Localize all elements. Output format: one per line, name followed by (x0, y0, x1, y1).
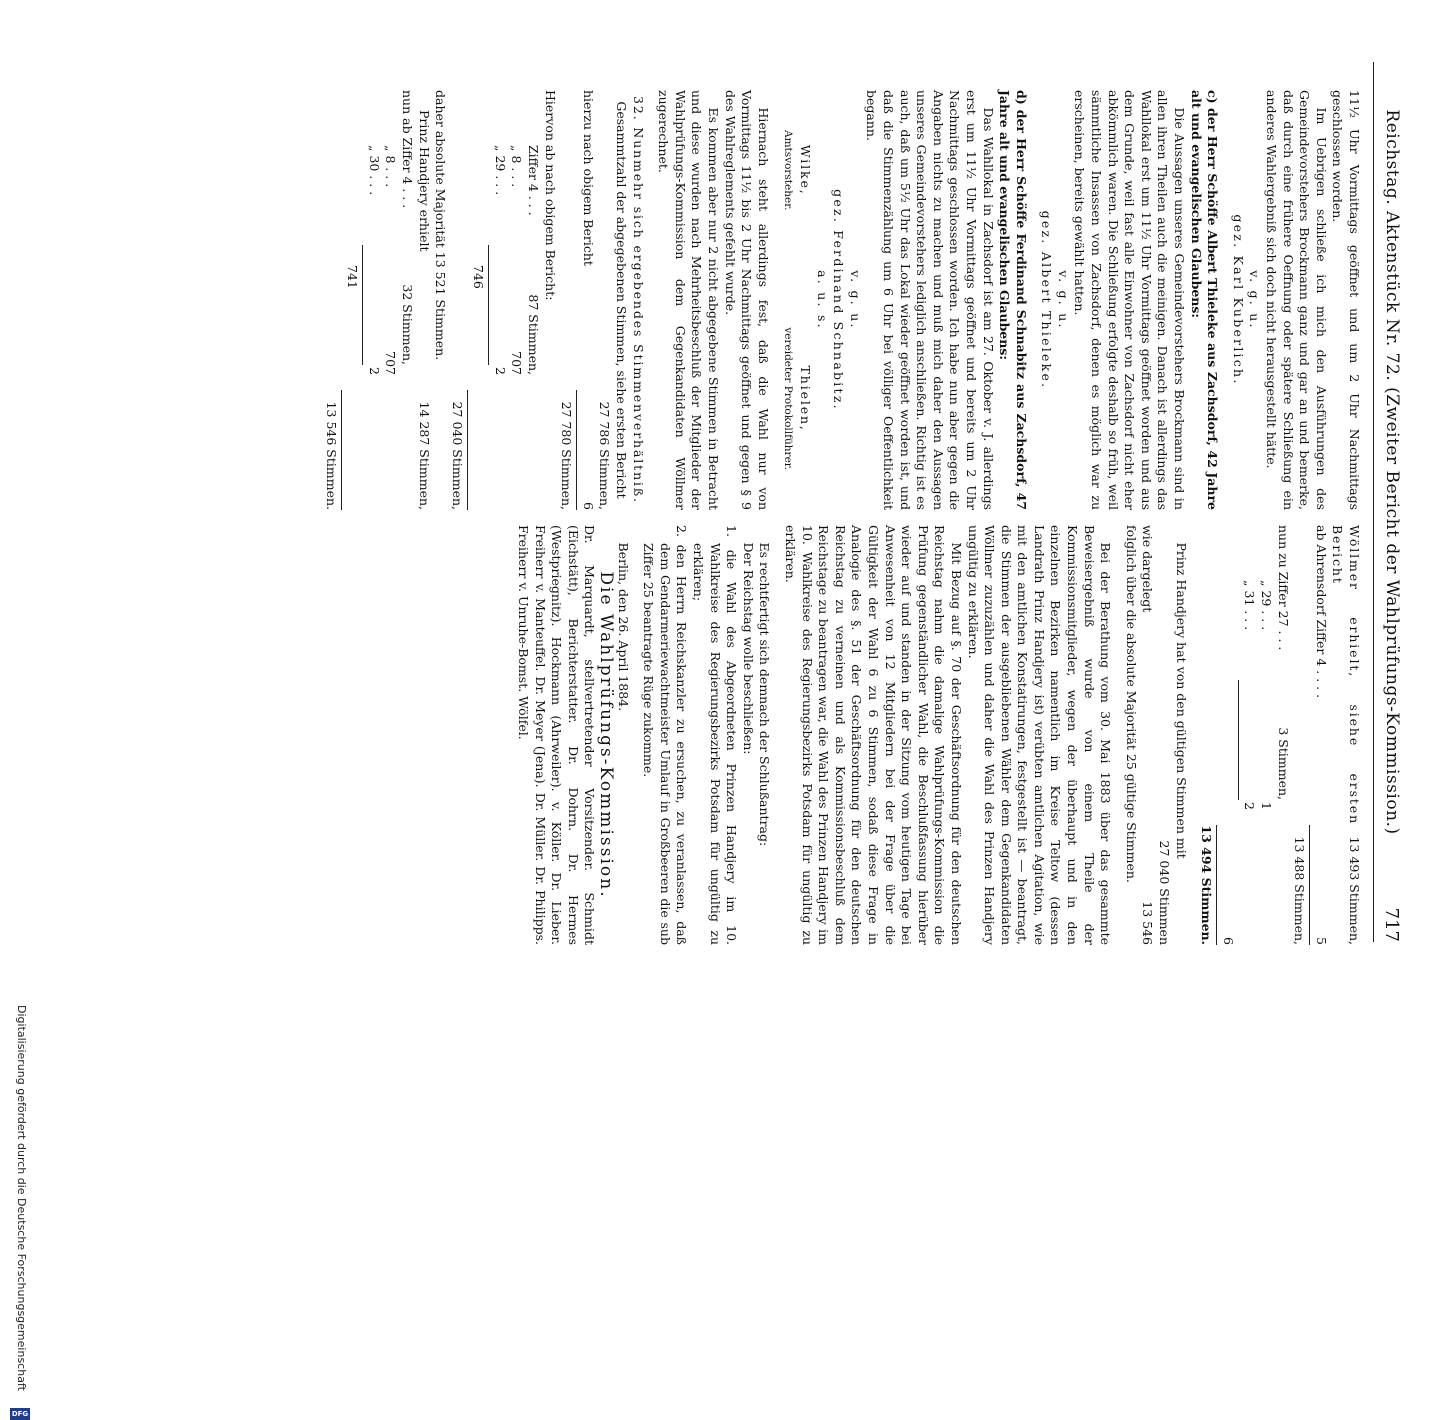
vote-label: wie dargelegt (1140, 525, 1156, 613)
vote-subrow (1274, 525, 1291, 945)
vote-value: 6 (1220, 937, 1236, 945)
vote-value: 32 Stimmen, (399, 284, 415, 365)
vote-value: 5 (1313, 937, 1329, 945)
vote-subrow (1257, 525, 1274, 945)
paragraph: Mit Bezug auf §. 70 der Geschäftsordnung für den deutschen Reichstag nahm die damalige Wahlprüfungs-Kommission die Prüfung gegenständlicher Wahl, die Beschlußfassung hierüber wieder auf und standen in der Sitzung vom heutigen Tage bei Anwesenheit von 12 Mitgliedern bei der Frage über die Gültigkeit der Wahl 6 zu 6 Stimmen, sodaß diese Frage in Analogie des §. 51 der Geschäftsordnung für den deutschen Reichstag zu verneinen und als Kommissionsbeschluß dem Reichstage zu beantragen war, die Wahl des Prinzen Handjery im 10. Wahlkreise des Regierungsbezirks Potsdam für ungültig zu erklären. (783, 525, 964, 945)
date-line: Berlin, den 26. April 1884. (615, 542, 631, 712)
vgu-mark: v. g. u. (1055, 270, 1071, 330)
page-number: 717 (1381, 907, 1402, 942)
left-column (322, 90, 1362, 510)
vote-value: 741 (345, 265, 361, 289)
signature: Thielen, (798, 365, 813, 432)
vgu-mark: a. u. s. (814, 270, 830, 330)
section-heading: 32. Nunmehr sich ergebendes Stimmenverhältniß. (630, 96, 646, 504)
dfg-logo-icon: DFG (11, 1410, 29, 1418)
vote-label: Wöllmer erhielt, siehe ersten Bericht (1330, 525, 1362, 825)
vote-row (344, 90, 361, 510)
right-column (515, 525, 1363, 945)
vote-row (1139, 525, 1156, 945)
vote-row (1291, 525, 1308, 945)
vote-value: 13 546 (1140, 901, 1156, 945)
witness-intro: d) der Herr Schöffe Ferdinand Schnabitz aus Zachsdorf, 47 Jahre alt und evangelischen Glaubens: (997, 90, 1029, 510)
funding-text: Digitalisierung gefördert durch die Deutsche Forschungsgemeinschaft (15, 1005, 28, 1391)
vote-row (448, 90, 465, 510)
signature-role: vereideter Protokollführer. (782, 327, 795, 470)
page-header (1373, 62, 1404, 942)
vgu-mark: v. g. u. (847, 270, 863, 330)
vote-label: nun zu Ziffer 27 . . . (1275, 525, 1291, 651)
vgu-mark: v. g. u. (1247, 270, 1263, 330)
paragraph: Gesammtzahl der abgegebenen Stimmen, siehe ersten Bericht (614, 101, 630, 499)
vote-value: 13 493 Stimmen, (1347, 836, 1362, 945)
vote-value: 27 040 Stimmen, (449, 401, 465, 510)
signature: gez. Karl Kuberlich. (1230, 214, 1246, 386)
vote-value: 707 (383, 351, 399, 375)
paragraph: Hiernach steht allerdings fest, daß die Wahl nur von Vormittags 11½ bis 2 Uhr Nachmittags geöffnet und gegen § 9 des Wahlreglements gefehlt wurde. (722, 90, 771, 510)
vote-value: 13 488 Stimmen, (1292, 836, 1308, 945)
vote-label: „ 31 . . . (1242, 580, 1258, 631)
vote-value: 2 (492, 367, 508, 375)
vote-value: 1 (1259, 802, 1275, 810)
paragraph: folglich über die absolute Majorität 25 gültige Stimmen. (1123, 525, 1139, 883)
official-signatures (780, 90, 813, 510)
vote-value: 2 (1242, 802, 1258, 810)
commission-heading: Die Wahlprüfungs-Kommission. (596, 571, 617, 899)
paragraph: Hiervon ab nach obigem Bericht: (542, 90, 558, 301)
vote-subrow (508, 90, 525, 510)
signature: Wilke, (798, 144, 813, 196)
vote-value: 27 780 Stimmen, (559, 401, 575, 510)
paragraph: Es kommen aber nur 2 nicht abgegebene Stimmen in Betracht und diese wurden nach Mehrheitsbeschluß der Mitglieder der Wahlprüfungs-Kommission dem Gegenkandidaten Wöllmer zugerechnet. (656, 90, 722, 510)
vote-value: 13 546 Stimmen. (323, 401, 339, 510)
vote-label: „ 8 . . . (509, 145, 525, 188)
vote-row (1155, 525, 1172, 945)
vote-value: 27 786 Stimmen, (597, 401, 613, 510)
vote-subrow (491, 90, 508, 510)
paragraph: Im Uebrigen schließe ich mich den Ausführungen des Gemeindevorstehers Brockmann ganz und gar an und bemerke, daß durch eine frühere Oeffnung oder spätere Schließung ein anderes Wahlergebniß sich doch nicht herausgestellt hätte. (1264, 90, 1329, 510)
vote-row (596, 90, 613, 510)
vote-subrow (382, 90, 399, 510)
paragraph: daher absolute Majorität 13 521 Stimmen. (433, 90, 449, 361)
vote-label: Ziffer 4 . . . (526, 145, 542, 216)
vote-value: 87 Stimmen, (526, 294, 542, 375)
vote-label: „ 8 . . . (383, 145, 399, 188)
vote-label: nun ab Ziffer 4 . . . (399, 90, 415, 209)
vote-row (1198, 525, 1215, 945)
paragraph: Es rechtfertigt sich demnach der Schlußantrag: (757, 542, 773, 847)
vote-subrow (525, 90, 542, 510)
vote-value: 14 287 Stimmen, (416, 401, 432, 510)
vote-row (579, 90, 596, 510)
vote-value: 746 (471, 265, 487, 289)
vote-row (558, 90, 575, 510)
witness-intro: c) der Herr Schöffe Albert Thieleke aus Zachsdorf, 42 Jahre alt und evangelischen Glaubens: (1188, 90, 1221, 510)
vote-subrow (1241, 525, 1258, 945)
vote-row (470, 90, 487, 510)
paragraph: Das Wahllokal in Zachsdorf ist am 27. Oktober v. J. allerdings erst um 11½ Uhr Vormittags geöffnet und bereits um 2 Uhr Nachmittags geschlossen worden. Ich habe nun aber gegen die Angaben nichts zu machen und muß mich daher den Aussagen unseres Gemeindevorstehers lediglich anschließen. Richtig ist es auch, daß um 5½ Uhr das Lokal wieder geöffnet worden ist, und daß die Stimmenzählung um 6 Uhr bei völliger Oeffentlichkeit begann. (864, 90, 996, 510)
vote-row (1219, 525, 1236, 945)
vote-row (322, 90, 339, 510)
vote-row (415, 90, 432, 510)
vote-subrow (398, 90, 415, 510)
signature: gez. Ferdinand Schnabitz. (831, 189, 847, 411)
vote-label: hierzu nach obigem Bericht (580, 90, 596, 266)
signature: gez. Albert Thieleke. (1039, 210, 1055, 390)
vote-label: Prinz Handjery erhielt (416, 110, 432, 252)
signature-role: Amtsvorsteher. (782, 130, 795, 211)
paragraph: Bei der Berathung vom 30. Mai 1883 über das gesammte Beweisergebniß wurde von einem Theile der Kommissionsmitglieder, wegen der überhaupt und in den einzelnen Bezirken namentlich im Kreise Teltow (dessen Landrath Prinz Handjery ist) verübten amtlichen Agitation, wie mit den amtlichen Konstatirungen, festgestellt ist — beantragt, die Stimmen der ausgebliebenen Wähler dem Gegenkandidaten Wöllmer zuzuzählen und daher die Wahl des Prinzen Handjery ungültig zu erklären. (965, 525, 1114, 945)
paragraph: Prinz Handjery hat von den gültigen Stimmen mit (1173, 542, 1189, 859)
vote-label: ab Ahrensdorf Ziffer 4 . . . . (1313, 525, 1329, 699)
vote-row (1329, 525, 1362, 945)
vote-value: 3 Stimmen, (1275, 727, 1291, 800)
vote-row (1312, 525, 1329, 945)
vote-label: „ 30 . . . (366, 145, 382, 196)
vote-value: 27 040 Stimmen (1157, 840, 1173, 945)
funding-notice (10, 1000, 32, 1420)
paragraph: Der Reichstag wolle beschließen: (740, 542, 756, 755)
vote-value: 13 494 Stimmen. (1199, 825, 1215, 945)
vote-value: 707 (509, 351, 525, 375)
vote-label: „ 29 . . . (1259, 580, 1275, 631)
vote-value: 6 (580, 502, 596, 510)
header-title: Reichstag. Aktenstück Nr. 72. (Zweiter Bericht der Wahlprüfungs-Kommission.) (1382, 109, 1402, 835)
vote-label: „ 29 . . . (492, 145, 508, 196)
members-list: Dr. Marquardt, stellvertretender Vorsitzender. Schmidt (Eichstätt), Berichterstatter. Dr. Dohrn. Dr. Hermes (Westpriegnitz). Hockmann (Ahrweiler). v. Köller. Dr. Lieber. Freiherr v. Manteuffel. Dr. Meyer (Jena). Dr. Müller. Dr. Philipps. Freiherr v. Unruhe-Bomst. Wölfel. (516, 525, 598, 945)
vote-subrow (365, 90, 382, 510)
vote-value: 2 (366, 367, 382, 375)
list-item: 1. die Wahl des Abgeordneten Prinzen Handjery im 10. Wahlkreise des Regierungsbezirks Potsdam für ungültig zu erklären; (691, 525, 740, 945)
paragraph: Die Aussagen unseres Gemeindevorstehers Brockmann sind in allen ihren Theilen auch die meinigen. Danach ist allerdings das Wahllokal erst um 11½ Uhr Vormittags geöffnet worden und aus dem Grunde, weil fast alle Einwohner von Zachsdorf nicht eher abkömmlich waren. Die Schließung erfolgte deshalb so früh, weil sämmtliche Insassen von Zachsdorf, denen es möglich war zu erscheinen, bereits gewählt hatten. (1072, 90, 1188, 510)
list-item: 2. den Herrn Reichskanzler zu ersuchen, zu veranlassen, daß dem Gendarmeriewachtmeister Umlauf in Großbeeren die sub Ziffer 25 beantragte Rüge zukomme. (641, 525, 690, 945)
paragraph: 11½ Uhr Vormittags geöffnet und um 2 Uhr Nachmittags geschlossen worden. (1330, 90, 1362, 510)
